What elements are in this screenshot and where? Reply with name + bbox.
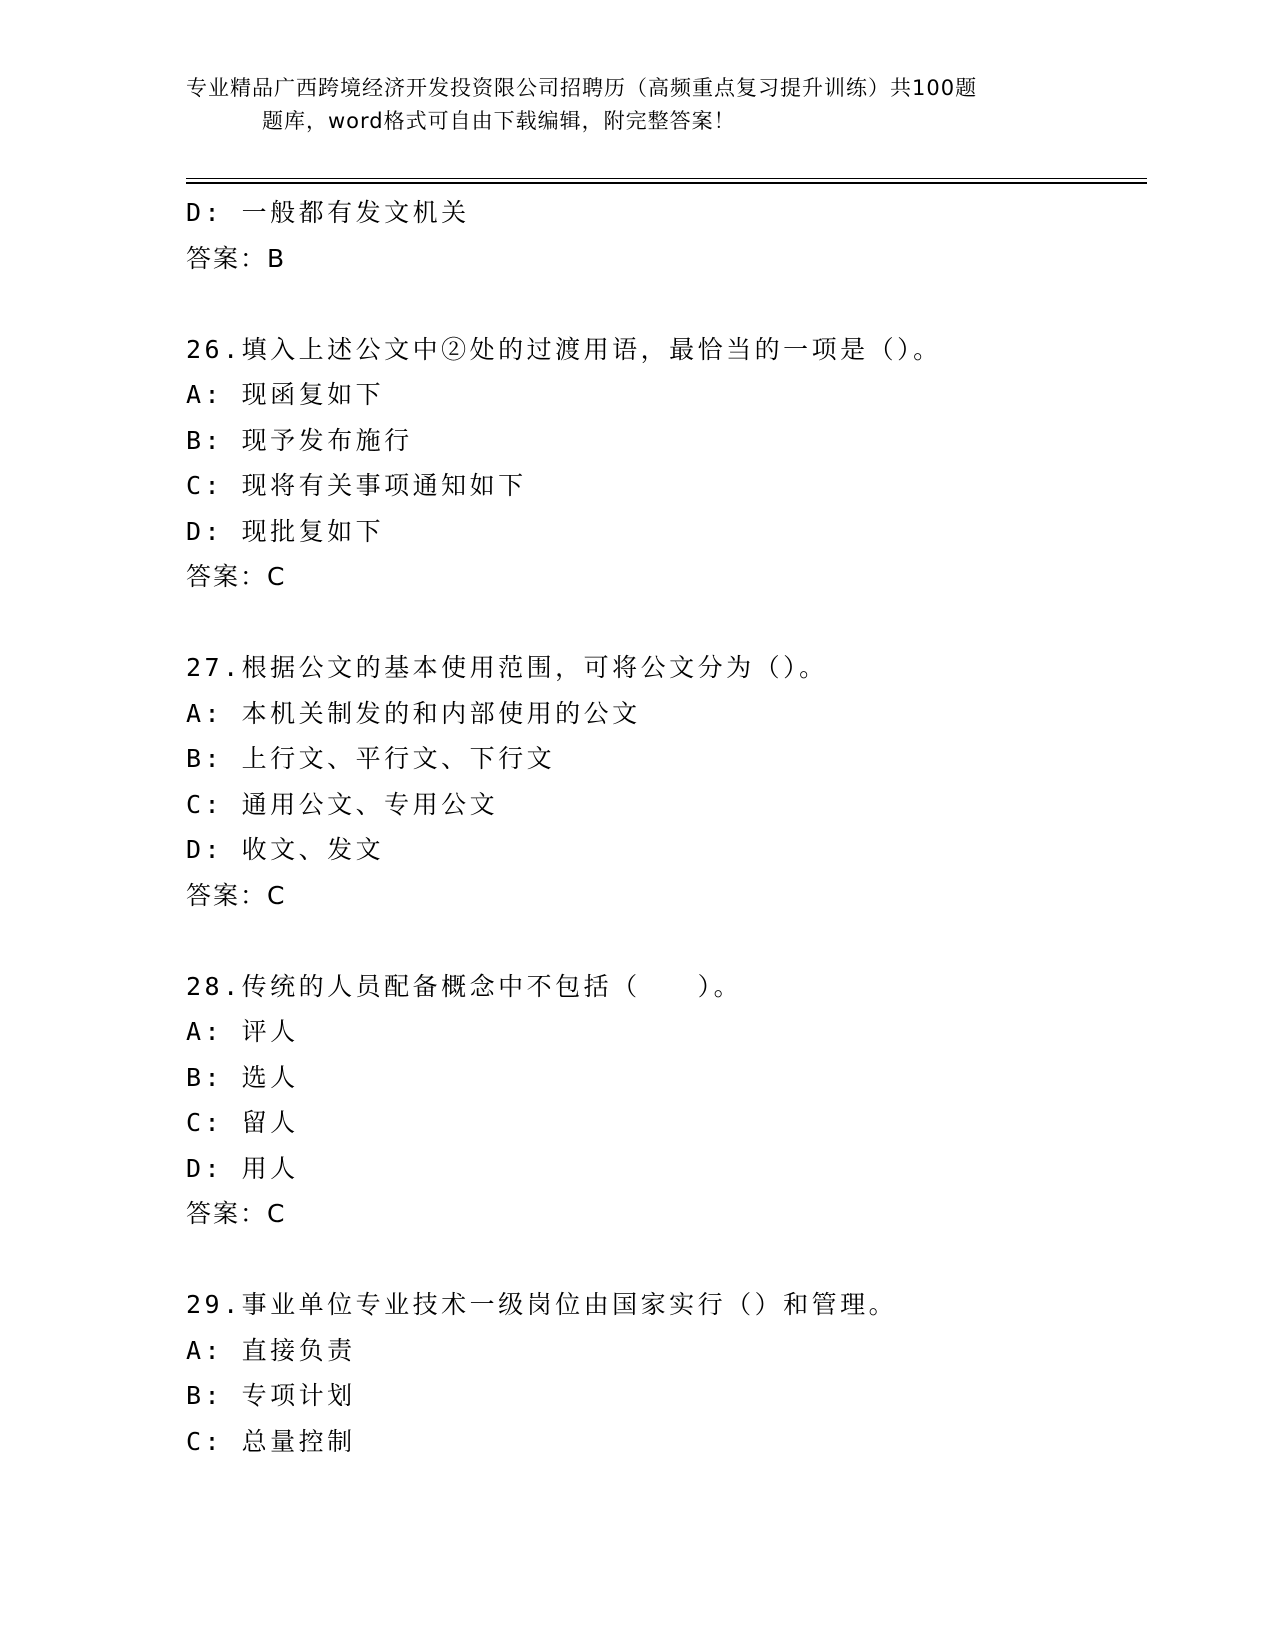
answer-line: 答案：C (186, 562, 287, 591)
question-block-27 (186, 645, 1146, 918)
answer-line: 答案：C (186, 880, 287, 910)
document-header (186, 72, 1086, 138)
answer-line: 答案：B (186, 243, 287, 273)
header-divider-thin (186, 178, 1147, 179)
option-c: C: 总量控制 (186, 1426, 356, 1456)
option-b: B: 现予发布施行 (186, 425, 413, 455)
question-stem: 29.事业单位专业技术一级岗位由国家实行（）和管理。 (186, 1290, 898, 1319)
header-divider-thick (186, 182, 1147, 184)
option-d: D: 用人 (186, 1153, 299, 1183)
question-stem: 26.填入上述公文中②处的过渡用语，最恰当的一项是（）。 (186, 334, 942, 364)
spacer (186, 918, 1146, 964)
option-a: A: 现函复如下 (186, 380, 385, 409)
option-c: C: 通用公文、专用公文 (186, 789, 499, 819)
option-c: C: 现将有关事项通知如下 (186, 471, 527, 500)
question-block-26 (186, 327, 1146, 600)
question-block-29 (186, 1282, 1146, 1464)
spacer (186, 1237, 1146, 1283)
option-b: B: 上行文、平行文、下行文 (186, 744, 556, 773)
option-d: D: 一般都有发文机关 (186, 198, 470, 227)
question-stem: 28.传统的人员配备概念中不包括（ ）。 (186, 971, 743, 1001)
option-d: D: 收文、发文 (186, 835, 385, 864)
question-list (186, 190, 1146, 1464)
spacer (186, 600, 1146, 646)
answer-line: 答案：C (186, 1199, 287, 1228)
header-title-line-1: 专业精品广西跨境经济开发投资限公司招聘历（高频重点复习提升训练）共100题 (186, 76, 978, 100)
question-stem: 27.根据公文的基本使用范围，可将公文分为（）。 (186, 653, 828, 682)
option-b: B: 选人 (186, 1062, 299, 1092)
option-c: C: 留人 (186, 1108, 299, 1137)
header-title-line-2: 题库，word格式可自由下载编辑，附完整答案！ (262, 109, 736, 133)
option-a: A: 直接负责 (186, 1335, 356, 1365)
option-b: B: 专项计划 (186, 1381, 356, 1410)
option-a: A: 评人 (186, 1017, 299, 1046)
question-block-28 (186, 964, 1146, 1237)
option-d: D: 现批复如下 (186, 516, 385, 546)
spacer (186, 281, 1146, 327)
option-a: A: 本机关制发的和内部使用的公文 (186, 698, 641, 728)
